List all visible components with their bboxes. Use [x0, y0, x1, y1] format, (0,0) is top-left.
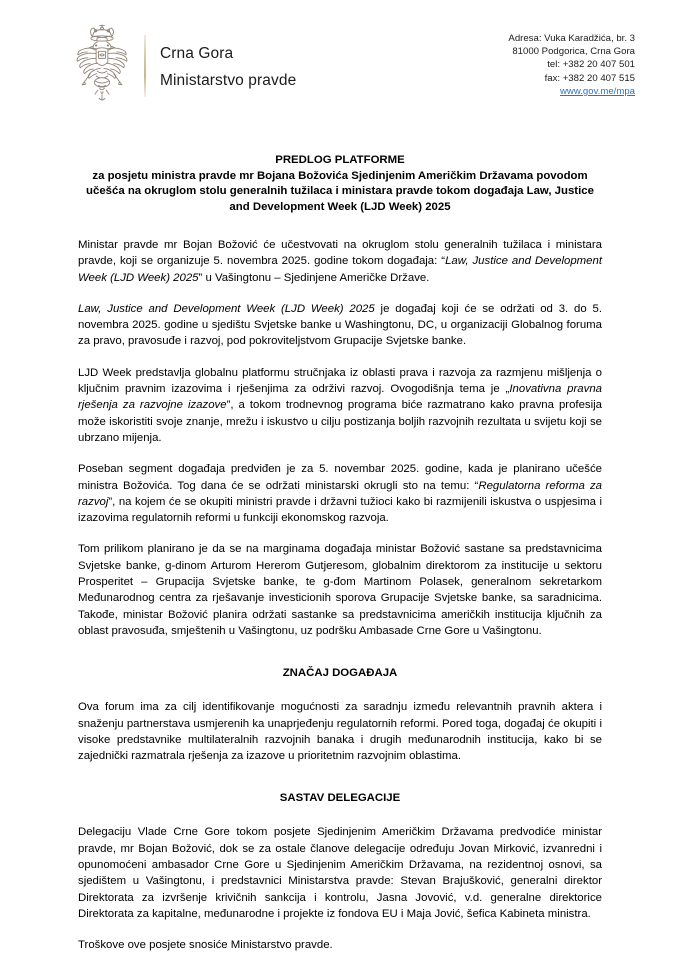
title-line-4: tokom događaja Law, Justice and Development Week (LJD Week) 2025 [229, 185, 594, 213]
contact-address-line2: 81000 Podgorica, Crna Gora [512, 46, 635, 58]
paragraph-6: Ova forum ima za cilj identifikovanje mogućnosti za saradnju između relevantnih pravnih aktera i snaženju partnerstava usmjerenih ka unaprjeđenju regulatornih reformi. Pored toga, događaj će okupiti i visoke predstavnike multilateralnih razvojnih banaka i drugih međunarodnih institucija, kako bi se zajednički razmatrala rješenja za izazove u prioritetnim razvojnim oblastima. [78, 701, 602, 763]
brand-names [160, 44, 296, 88]
paragraph-1-text-b: ” u Vašingtonu – Sjedinjene Američke Države. [198, 271, 430, 284]
brand-divider [144, 35, 146, 97]
title-line-3: povodom učešća na okruglom stolu generalnih tužilaca i ministara pravde [86, 169, 588, 197]
contact-address-line1: Adresa: Vuka Karadžića, br. 3 [508, 33, 635, 44]
paragraph-2 [78, 286, 602, 350]
paragraph-1-text-a: Ministar pravde mr Bojan Božović će učestvovati na okruglom stolu generalnih tužilaca i ministara pravde, koji se organizuje 5. novembra 2025. godine tokom događaja: “ [78, 239, 602, 268]
paragraph-7: Delegaciju Vlade Crne Gore tokom posjete Sjedinjenim Američkim Državama predvodiće ministar pravde, mr Bojan Božović, dok se za ostale članove delegacije određuju Jovan Mirković, izvanredni i opunomoćeni ambasador Crne Gore u Sjedinjenim Američkim Državama, na rezidentnoj osnovi, sa sjedištem u Vašingtonu, i predstavnici Ministarstva pravde: Stevan Brajušković, generalni direktor Direktorata za izvršenje krivičnih sankcija i kontrolu, Jasna Jovović, v.d. generalne direktorice Direktorata za kapitalne, međunarodne i projekte iz fondova EU i Maja Jović, šefica Kabineta ministra. [78, 826, 602, 920]
paragraph-2-event-title: Law, Justice and Development Week (LJD Week) 2025 [78, 302, 375, 315]
document-title [78, 153, 602, 215]
paragraph-3-theme-title: Inovativna pravna rješenja za razvojne izazove [78, 383, 603, 412]
letterhead [0, 0, 679, 110]
paragraph-4-roundtable-title: Regulatorna reforma za razvoj [78, 479, 602, 508]
paragraph-3 [78, 350, 602, 446]
section-heading-significance: ZNAČAJ DOGAĐAJA [282, 667, 398, 680]
montenegro-coat-of-arms-icon [66, 22, 138, 110]
paragraph-3-text-a: LJD Week predstavlja globalnu platformu stručnjaka iz oblasti prava i razvoja za razmjenu mišljenja o ključnim pravnim izazovima i rješenjima za održivi razvoj. Ovogodišnja tema je „ [78, 366, 602, 396]
section-heading-delegation: SASTAV DELEGACIJE [279, 792, 401, 805]
paragraph-5: Tom prilikom planirano je da se na marginama događaja ministar Božović sastane sa predstavnicima Svjetske banke, g-dinom Arturom Hererom Gutjeresom, globalnim direktorom za institucije u sektoru Prosperitet – Grupacija Svjetske banke, te g-đom Martinom Polasek, generalnom sekretarkom Međunarodnog centra za rješavanje investicionih sporova Grupacije Svjetske banke, sa saradnicima. Takođe, ministar Božović planira održati sastanke sa predstavnicima američkih institucija ključnih za oblast pravosuđa, smještenih u Vašingtonu, uz podršku Ambasade Crne Gore u Vašingtonu. [78, 543, 602, 637]
paragraph-4-text-b: ”, na kojem će se okupiti ministri pravde i državni tužioci kako bi razmijenili iskustva o uspjesima i izazovima regulatornih reformi u funkciji ekonomskog razvoja. [78, 495, 602, 525]
title-line-2: za posjetu ministra pravde mr Bojana Božovića Sjedinjenim Američkim Državama [92, 169, 534, 182]
paragraph-2-text-b: je događaj koji će se održati od 3. do 5. novembra 2025. godine u sjedištu Svjetske banke u Washingtonu, DC, u organizaciji Globalnog foruma za pravo, pravosuđe i razvoj, pod pokroviteljstvom Grupacije Svjetske banke. [78, 302, 602, 348]
paragraph-1 [78, 215, 602, 286]
title-line-1: PREDLOG PLATFORME [275, 154, 405, 166]
contact-telephone: tel: +382 20 407 501 [547, 59, 635, 71]
paragraph-4-text-a: Poseban segment događaja predviđen je za 5. novembar 2025. godine, kada je planirano učešće ministra Božovića. Tog dana će se održati ministarski okrugli sto na temu: “ [78, 463, 602, 492]
paragraph-3-text-b: ”, a tokom trodnevnog programa biće razmatrano kako pravna profesija može iskoristiti svoje znanje, mrežu i iskustvo u cilju postizanja boljih razvojnih rezultata u svijetu koji se ubrzano mijenja. [78, 399, 602, 444]
ministry-name: Ministarstvo pravde [160, 71, 297, 89]
ministry-branding [66, 22, 296, 110]
document-body [0, 153, 679, 954]
paragraph-8: Troškove ove posjete snosiće Ministarstvo pravde. [78, 939, 333, 952]
paragraph-4 [78, 446, 602, 526]
paragraph-1-event-title: Law, Justice and Development Week (LJD Week) 2025 [78, 255, 602, 284]
website-link[interactable]: www.gov.me/mpa [560, 85, 635, 97]
contact-block [508, 22, 635, 98]
contact-fax: fax: +382 20 407 515 [544, 72, 635, 84]
organization-name: Crna Gora [160, 45, 234, 62]
